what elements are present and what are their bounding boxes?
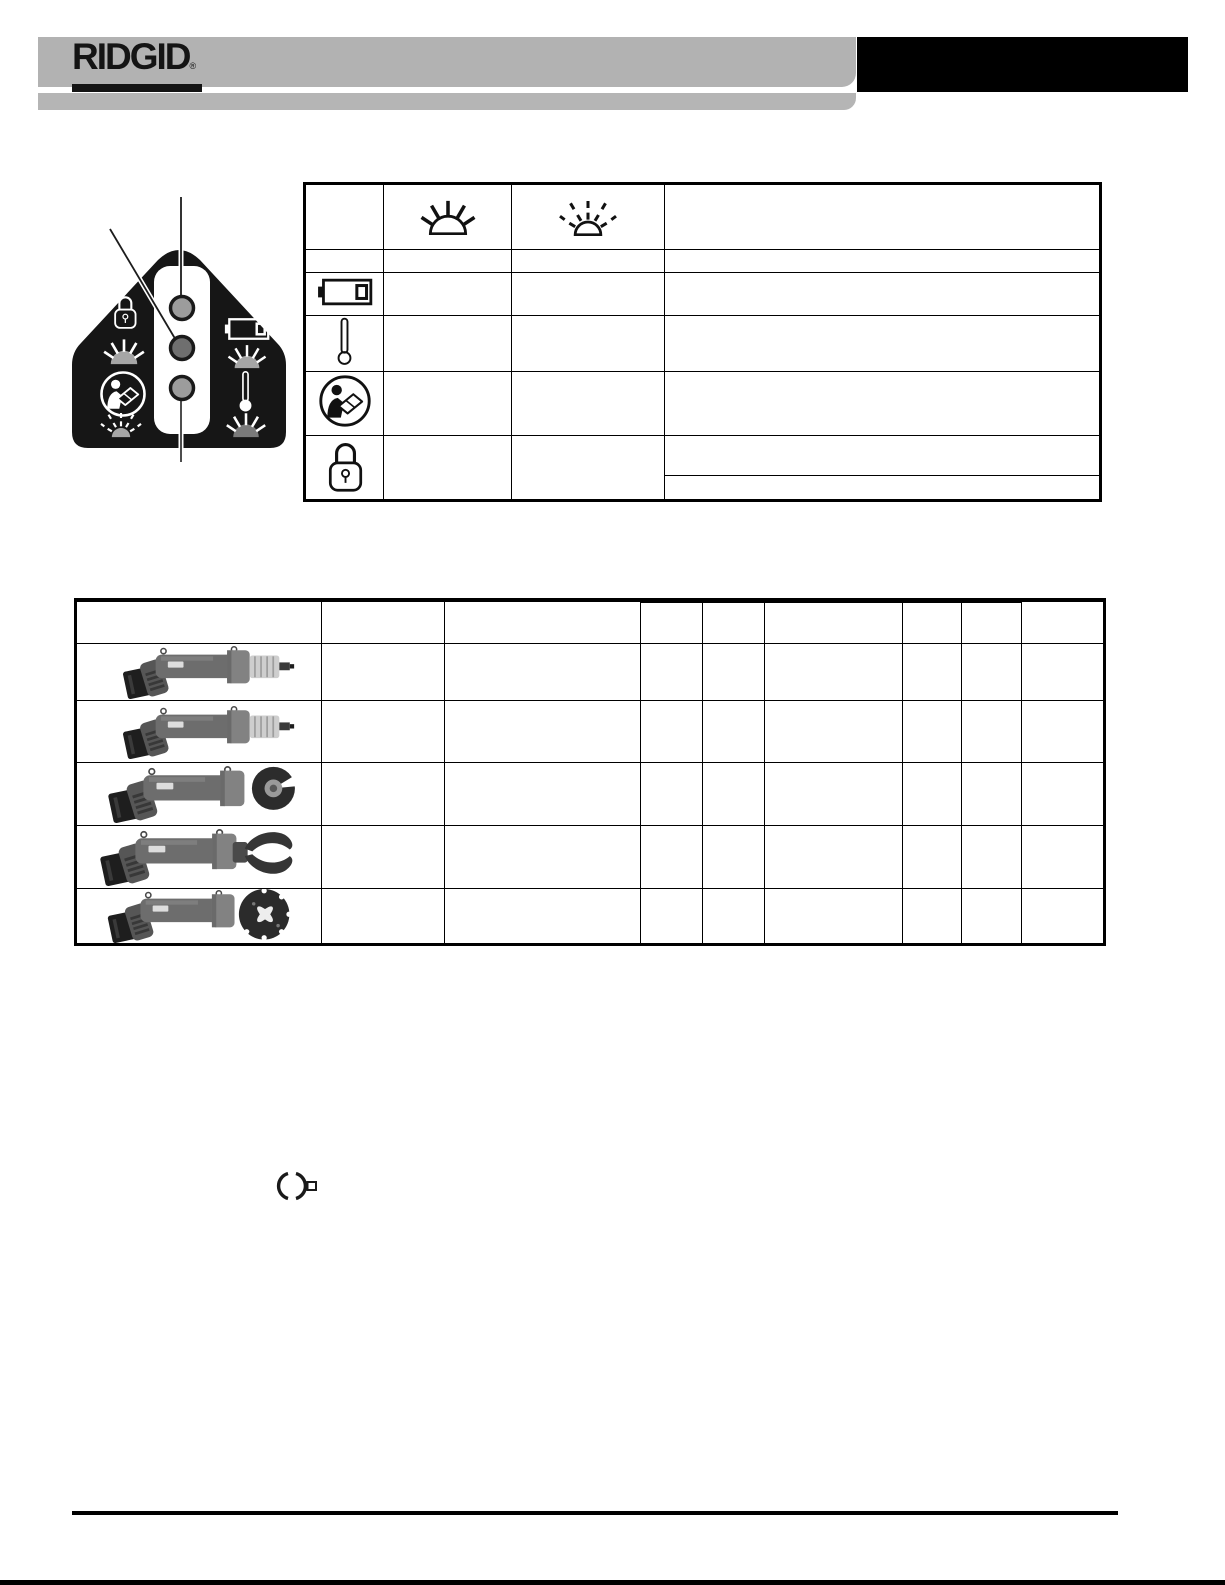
- corner-cell: [305, 184, 384, 250]
- steady-light-header-cell: [384, 184, 512, 250]
- tool-row-5: [76, 889, 1105, 945]
- tool-row-1: [76, 644, 1105, 701]
- status-row-power: [305, 250, 1101, 273]
- battery-icon: [316, 278, 374, 306]
- tool-image-header: [76, 600, 322, 644]
- top-led: [171, 297, 194, 320]
- registered-mark: ®: [189, 61, 197, 71]
- middle-header-bottom: [765, 603, 903, 644]
- press-tool-photo: [76, 644, 322, 701]
- lock-description-cell-2: [665, 476, 1101, 501]
- tools-spec-table: [74, 598, 1106, 946]
- blinking-light-icon: [557, 194, 619, 236]
- open-jaw-cutter-tool-photo: [76, 826, 322, 889]
- header-sub-banner: [38, 93, 856, 110]
- tool-row-4: [76, 826, 1105, 889]
- read-manual-icon: [318, 374, 372, 428]
- status-row-lock-a: [305, 436, 1101, 476]
- thermometer-icon: [336, 316, 353, 366]
- group-b-sub-2: [962, 603, 1022, 644]
- tool-row-2: [76, 701, 1105, 763]
- trailing-header: [1022, 600, 1105, 644]
- round-cutter-tool-photo: [76, 889, 322, 945]
- header-title-box: [857, 37, 1188, 92]
- status-row-service: [305, 372, 1101, 436]
- group-b-sub-1: [903, 603, 962, 644]
- steady-light-icon: [419, 195, 477, 235]
- ridgid-logo-underline: [72, 84, 202, 92]
- lock-icon: [324, 436, 366, 494]
- page-bottom-bar: [0, 1580, 1225, 1585]
- footer-rule: [72, 1511, 1118, 1515]
- blinking-light-header-cell: [512, 184, 665, 250]
- led-status-table: [303, 182, 1102, 502]
- model-header: [322, 600, 445, 644]
- ridgid-logo-text: RIDGID®: [72, 36, 197, 77]
- description-header-cell: [665, 184, 1101, 250]
- crimp-ring-tool-photo: [76, 763, 322, 826]
- led-indicator-panel-diagram: [58, 192, 292, 470]
- lock-description-cell-1: [665, 436, 1101, 476]
- ridgid-logo: [72, 36, 212, 92]
- status-row-battery: [305, 273, 1101, 316]
- group-a-sub-1: [641, 603, 703, 644]
- press-tool-photo: [76, 701, 322, 763]
- status-row-temperature: [305, 316, 1101, 372]
- bottom-led: [171, 377, 194, 400]
- press-fitting-icon: [274, 1171, 318, 1201]
- middle-led: [171, 337, 194, 360]
- tool-row-3: [76, 763, 1105, 826]
- capacity-header: [445, 600, 641, 644]
- status-table-header-row: [305, 184, 1101, 250]
- group-a-sub-2: [703, 603, 765, 644]
